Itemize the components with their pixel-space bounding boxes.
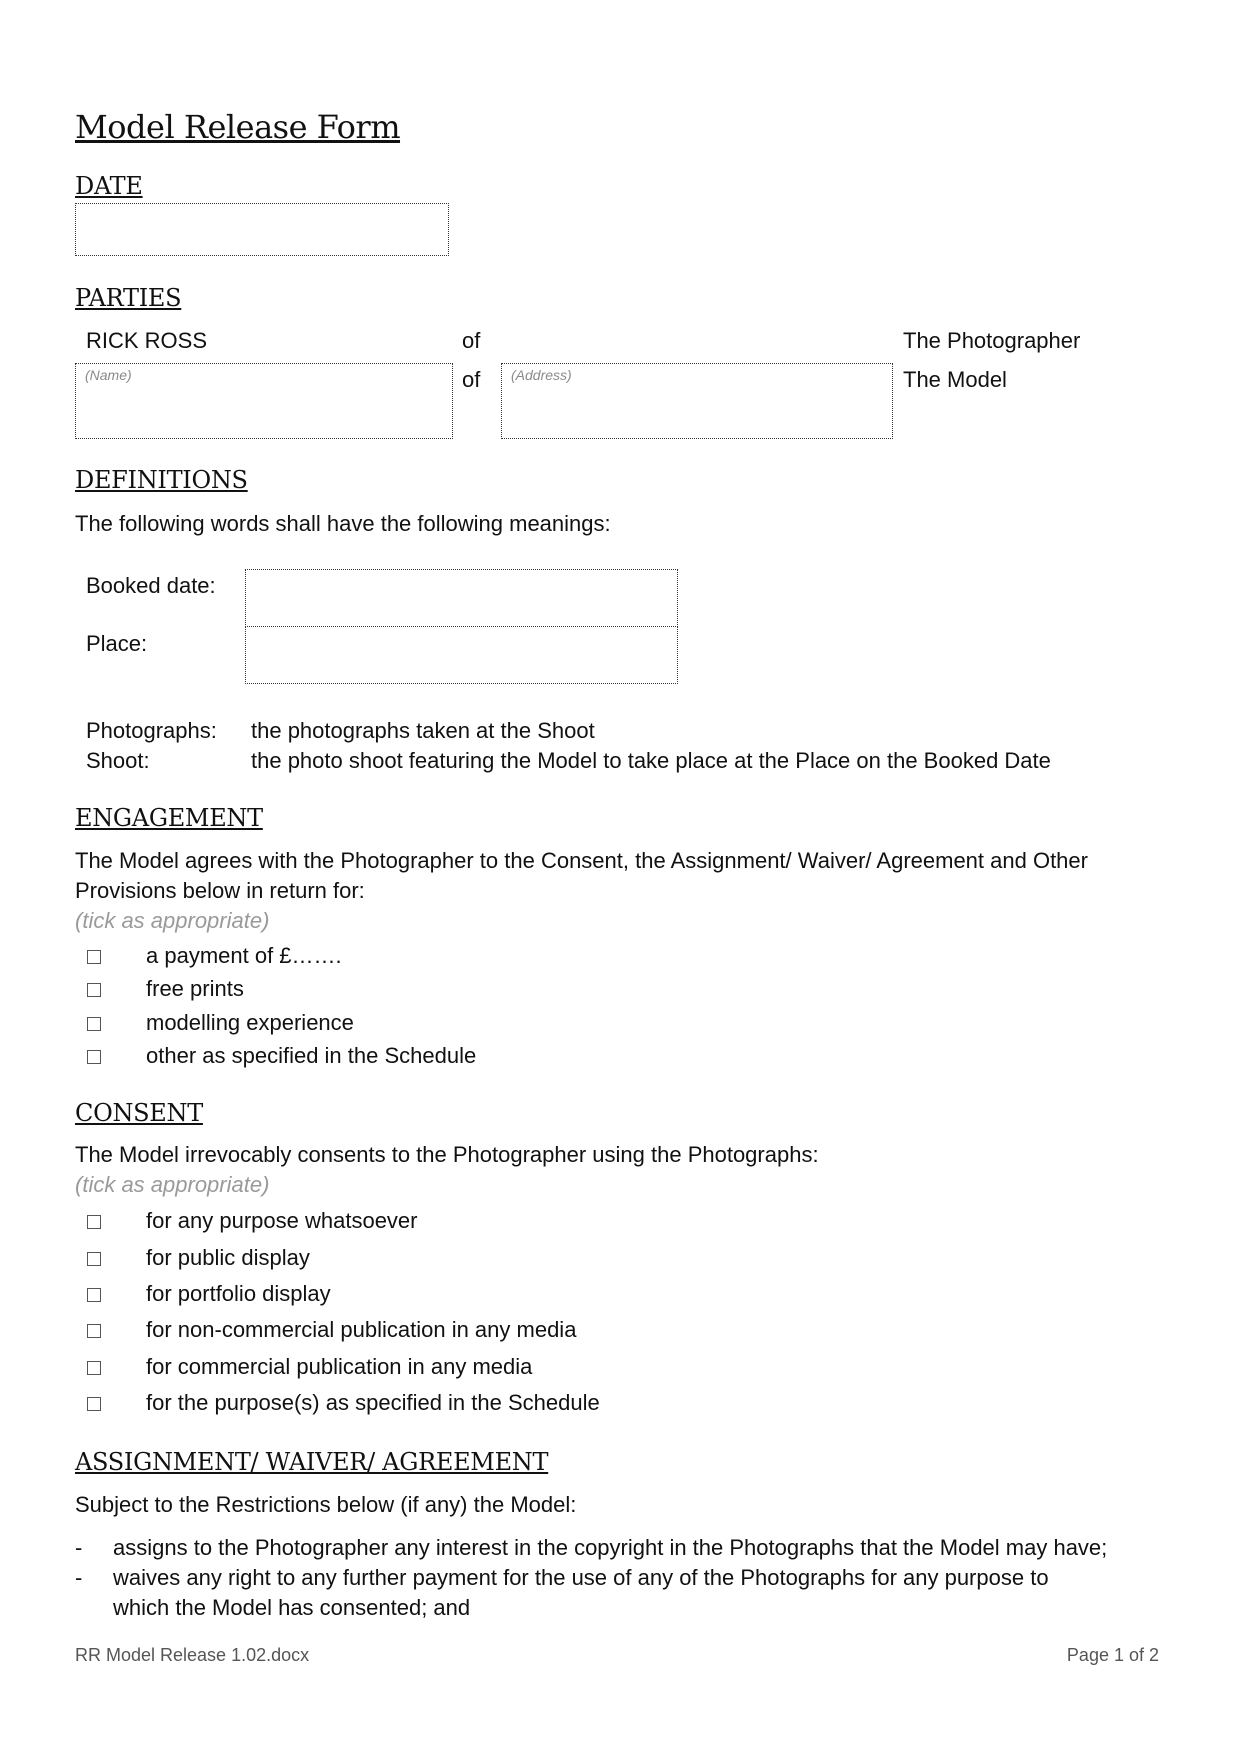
consent-option-label: for commercial publication in any media xyxy=(146,1354,533,1379)
engagement-option-label: other as specified in the Schedule xyxy=(146,1043,477,1068)
consent-option-label: for any purpose whatsoever xyxy=(146,1208,418,1233)
model-role: The Model xyxy=(903,367,1007,392)
consent-option-label: for public display xyxy=(146,1245,310,1270)
footer-page-number: Page 1 of 2 xyxy=(1066,1645,1159,1665)
assignment-bullet: assigns to the Photographer any interest in the copyright in the Photographs that the Model may have; xyxy=(113,1535,1108,1560)
consent-option-label: for the purpose(s) as specified in the Schedule xyxy=(146,1390,600,1415)
model-name-placeholder: (Name) xyxy=(85,367,132,383)
engagement-heading: ENGAGEMENT xyxy=(75,804,263,832)
consent-option-label: for non-commercial publication in any media xyxy=(146,1317,577,1342)
photographer-name: RICK ROSS xyxy=(86,328,208,353)
consent-checkbox[interactable] xyxy=(87,1324,101,1338)
engagement-text-line1: The Model agrees with the Photographer to the Consent, the Assignment/ Waiver/ Agreement and Other xyxy=(75,848,1088,873)
booked-date-field[interactable] xyxy=(245,569,678,627)
assignment-heading: ASSIGNMENT/ WAIVER/ AGREEMENT xyxy=(75,1448,549,1476)
engagement-checkbox[interactable] xyxy=(87,1017,101,1031)
model-address-placeholder: (Address) xyxy=(511,367,572,383)
consent-checkbox[interactable] xyxy=(87,1252,101,1266)
engagement-option-label: modelling experience xyxy=(146,1010,354,1035)
of-label-photographer: of xyxy=(462,328,481,353)
date-field[interactable] xyxy=(75,203,449,256)
parties-heading: PARTIES xyxy=(75,284,182,312)
footer-filename: RR Model Release 1.02.docx xyxy=(75,1645,310,1665)
page-title: Model Release Form xyxy=(75,108,401,146)
definitions-intro: The following words shall have the following meanings: xyxy=(75,511,611,536)
consent-hint: (tick as appropriate) xyxy=(75,1172,270,1197)
engagement-option-label: free prints xyxy=(146,976,244,1001)
engagement-checkbox[interactable] xyxy=(87,983,101,997)
definition-term: Photographs: xyxy=(86,718,217,743)
engagement-checkbox[interactable] xyxy=(87,1050,101,1064)
definitions-heading: DEFINITIONS xyxy=(75,466,248,494)
engagement-text-line2: Provisions below in return for: xyxy=(75,878,365,903)
consent-option-label: for portfolio display xyxy=(146,1281,331,1306)
consent-checkbox[interactable] xyxy=(87,1361,101,1375)
engagement-hint: (tick as appropriate) xyxy=(75,908,270,933)
consent-checkbox[interactable] xyxy=(87,1215,101,1229)
booked-date-label: Booked date: xyxy=(86,573,216,598)
consent-checkbox[interactable] xyxy=(87,1397,101,1411)
definition-term: Shoot: xyxy=(86,748,150,773)
engagement-option-label: a payment of £……. xyxy=(146,943,342,968)
assignment-bullet: waives any right to any further payment for the use of any of the Photographs for any purpose to which the Model has consented; and xyxy=(113,1565,1049,1620)
of-label-model: of xyxy=(462,367,481,392)
model-name-field[interactable] xyxy=(75,363,453,439)
date-heading: DATE xyxy=(75,172,143,200)
consent-heading: CONSENT xyxy=(75,1099,203,1127)
place-field[interactable] xyxy=(245,626,678,684)
definition-meaning: the photo shoot featuring the Model to take place at the Place on the Booked Date xyxy=(251,748,1051,773)
engagement-checkbox[interactable] xyxy=(87,950,101,964)
model-address-field[interactable] xyxy=(501,363,893,439)
photographer-role: The Photographer xyxy=(903,328,1081,353)
bullet-marker: - xyxy=(75,1565,83,1590)
consent-text: The Model irrevocably consents to the Photographer using the Photographs: xyxy=(75,1142,819,1167)
definition-meaning: the photographs taken at the Shoot xyxy=(251,718,595,743)
consent-checkbox[interactable] xyxy=(87,1288,101,1302)
place-label: Place: xyxy=(86,631,148,656)
assignment-intro: Subject to the Restrictions below (if any) the Model: xyxy=(75,1492,577,1517)
bullet-marker: - xyxy=(75,1535,83,1560)
